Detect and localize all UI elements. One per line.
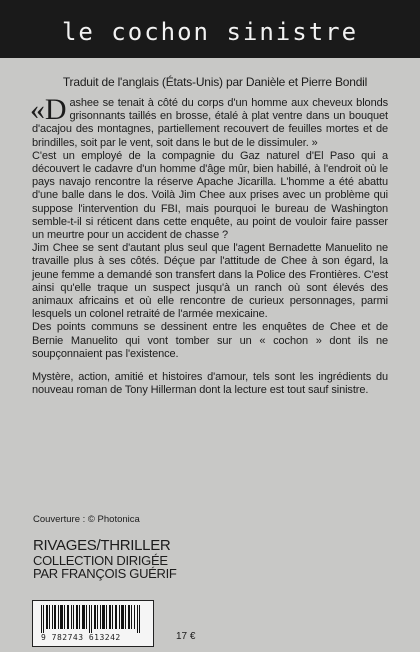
paragraph-2: C'est un employé de la compagnie du Gaz naturel d'El Paso qui a découvert le cadavre d'un homme d'âge mûr, bien habillé, à l'endroit où le pays navajo rencontre la réserve Apache Jicarilla. L'homme a été abattu d'une balle dans le dos. Voilà Jim Chee aux prises avec un problème qui suppose l'intervention du FBI, mais pourquoi le bureau de Washington semble-t-il si réticent dans cette enquête, au point de vouloir faire passer un meurtre pour un accident de chasse ? [32,149,388,242]
blurb [30,93,388,405]
dropcap: «D [30,93,67,126]
blurb-quote [30,93,388,150]
collection-line-1: COLLECTION DIRIGÉE [33,553,168,568]
cover-credit: Couverture : © Photonica [33,514,140,525]
collection-info [33,538,203,580]
book-title: le cochon sinistre [61,18,359,46]
paragraph-1: ashee se tenait à côté du corps d'un homme aux cheveux blonds grisonnants taillés en brosse, étalé à plat ventre dans un bouquet d'acajou des montagnes, partiellement recouvert de feuilles mortes et de brindilles, soit par le vent, soit dans le but de le dissimuler. » [32,97,388,149]
barcode [32,600,154,647]
series-name: RIVAGES/THRILLER [33,537,171,554]
translator-credit: Traduit de l'anglais (États-Unis) par Danièle et Pierre Bondil [62,75,368,89]
paragraph-3: Jim Chee se sent d'autant plus seul que l'agent Bernadette Manuelito ne travaille plus à ses côtés. Déçue par l'attitude de Chee à son égard, la jeune femme a demandé son transfert dans la Police des Frontières. C'est ainsi qu'elle traque un suspect jusqu'à un ranch où sont élevés des animaux africains et où elle rencontre de curieux personnages, parmi lesquels un colonel retraité de l'armée mexicaine. [32,242,388,321]
paragraph-5: Mystère, action, amitié et histoires d'amour, tels sont les ingrédients du nouveau roman de Tony Hillerman dont la lecture est tout sauf sinistre. [32,371,388,397]
barcode-icon [41,605,145,633]
collection-line-2: PAR FRANÇOIS GUÉRIF [33,566,177,581]
price: 17 € [176,631,196,642]
isbn-digits: 9 782743 613242 [41,633,121,642]
paragraph-4: Des points communs se dessinent entre les enquêtes de Chee et de Bernie Manuelito qui vont tomber sur un « cochon » dont ils ne soupçonnaient pas l'existence. [32,321,388,360]
